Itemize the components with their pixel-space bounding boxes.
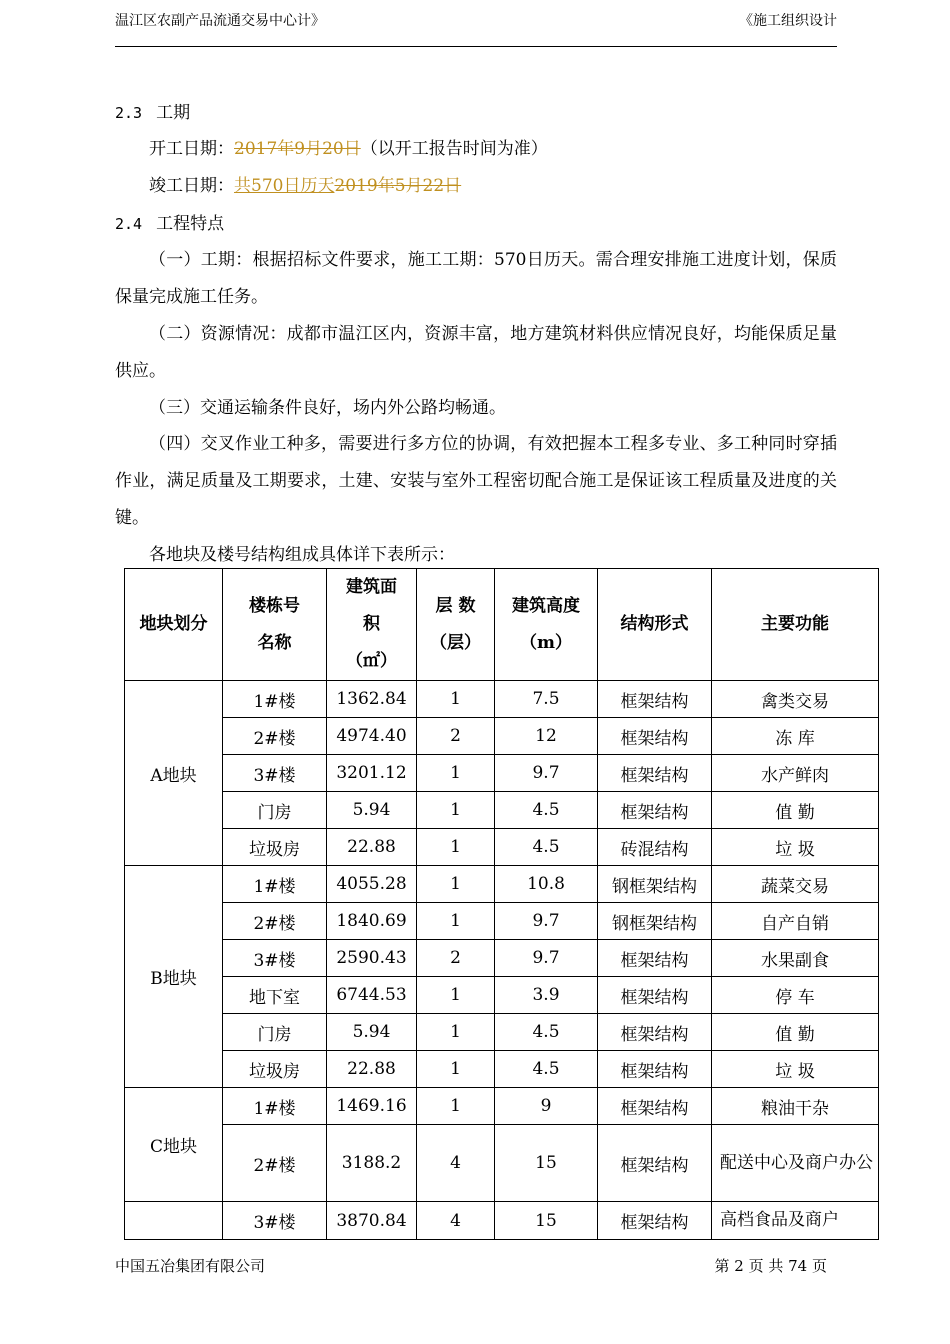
paragraph-2: （二）资源情况：成都市温江区内，资源丰富，地方建筑材料供应情况良好，均能保质足量供应。 [115, 324, 837, 381]
table-cell: 1 [417, 866, 495, 903]
table-cell: 框架结构 [598, 681, 712, 718]
table-cell: 1 [417, 903, 495, 940]
table-cell: 框架结构 [598, 1088, 712, 1125]
table-row [125, 829, 879, 866]
table-cell: 框架结构 [598, 940, 712, 977]
end-date-line [115, 168, 837, 205]
header-height: 建筑高度 （m） [495, 569, 598, 681]
table-cell: 粮油干杂 [712, 1088, 879, 1125]
table-row [125, 940, 879, 977]
header-structure: 结构形式 [598, 569, 712, 681]
table-cell: 禽类交易 [712, 681, 879, 718]
table-header-row [125, 569, 879, 681]
footer-company: 中国五冶集团有限公司 [115, 1257, 266, 1275]
table-cell: 15 [495, 1125, 598, 1202]
table-cell: 6744.53 [327, 977, 417, 1014]
table-cell [125, 1202, 223, 1240]
table-cell: 垃圾房 [223, 829, 327, 866]
table-cell: 水果副食 [712, 940, 879, 977]
start-date-value: 2017年9月20日 [234, 139, 361, 159]
table-cell: 框架结构 [598, 755, 712, 792]
start-date-label: 开工日期： [149, 139, 234, 159]
table-cell: 1362.84 [327, 681, 417, 718]
header-area: 建筑面 积 （㎡） [327, 569, 417, 681]
table-cell: 4.5 [495, 1014, 598, 1051]
table-row [125, 792, 879, 829]
end-date-label: 竣工日期： [149, 176, 234, 196]
table-cell: 自产自销 [712, 903, 879, 940]
table-cell: 15 [495, 1202, 598, 1240]
table-row [125, 1014, 879, 1051]
section-2-3-heading [115, 101, 190, 125]
table-cell: 门房 [223, 1014, 327, 1051]
table-cell: 1 [417, 792, 495, 829]
table-cell: 3201.12 [327, 755, 417, 792]
table-cell: 3188.2 [327, 1125, 417, 1202]
table-cell: 12 [495, 718, 598, 755]
table-cell: 10.8 [495, 866, 598, 903]
footer-page-number: 第 2 页 共 74 页 [714, 1257, 827, 1275]
table-cell: 框架结构 [598, 1014, 712, 1051]
table-cell: 钢框架结构 [598, 866, 712, 903]
table-cell: 2#楼 [223, 903, 327, 940]
table-row [125, 866, 879, 903]
table-row [125, 1202, 879, 1240]
table-cell: 1#楼 [223, 866, 327, 903]
table-intro: 各地块及楼号结构组成具体详下表所示： [149, 545, 455, 565]
table-cell: 1 [417, 829, 495, 866]
table-cell: 4.5 [495, 829, 598, 866]
table-cell: 框架结构 [598, 1202, 712, 1240]
table-cell: 1840.69 [327, 903, 417, 940]
table-cell: 5.94 [327, 1014, 417, 1051]
plot-cell: C地块 [125, 1088, 223, 1202]
section-number: 2.3 [115, 104, 143, 122]
plot-cell: A地块 [125, 681, 223, 866]
table-cell: 4 [417, 1125, 495, 1202]
table-cell: 9 [495, 1088, 598, 1125]
paragraph-4: （四）交叉作业工种多，需要进行多方位的协调，有效把握本工程多专业、多工种同时穿插作业，满足质量及工期要求，土建、安装与室外工程密切配合施工是保证该工程质量及进度的关键。 [115, 434, 837, 528]
start-date-note: （以开工报告时间为准） [360, 139, 548, 159]
table-cell: 4974.40 [327, 718, 417, 755]
table-cell: 框架结构 [598, 1051, 712, 1088]
table-cell: 1 [417, 1014, 495, 1051]
table-cell: 4055.28 [327, 866, 417, 903]
table-cell: 停 车 [712, 977, 879, 1014]
table-cell: 22.88 [327, 1051, 417, 1088]
end-date-value: 2019年5月22日 [334, 176, 462, 196]
table-cell: 1 [417, 1051, 495, 1088]
table-cell: 值 勤 [712, 1014, 879, 1051]
header-right: 《施工组织设计 [739, 13, 837, 29]
table-cell: 水产鲜肉 [712, 755, 879, 792]
table-cell: 9.7 [495, 903, 598, 940]
table-cell: 1#楼 [223, 1088, 327, 1125]
header-left: 温江区农副产品流通交易中心计》 [115, 13, 325, 29]
table-cell: 5.94 [327, 792, 417, 829]
table-cell: 4.5 [495, 792, 598, 829]
table-cell: 4.5 [495, 1051, 598, 1088]
table-row [125, 718, 879, 755]
table-cell: 1 [417, 755, 495, 792]
table-cell: 1 [417, 1088, 495, 1125]
table-cell: 框架结构 [598, 977, 712, 1014]
section-title: 工期 [156, 103, 191, 123]
table-row [125, 681, 879, 718]
section-number: 2.4 [115, 215, 143, 233]
table-cell: 框架结构 [598, 1125, 712, 1202]
table-cell: 7.5 [495, 681, 598, 718]
table-cell: 值 勤 [712, 792, 879, 829]
header-plot: 地块划分 [125, 569, 223, 681]
table-cell: 3#楼 [223, 1202, 327, 1240]
table-cell: 垃圾房 [223, 1051, 327, 1088]
table-cell: 门房 [223, 792, 327, 829]
page-header [115, 10, 837, 47]
table-cell: 1469.16 [327, 1088, 417, 1125]
table-cell: 2#楼 [223, 1125, 327, 1202]
table-cell: 3#楼 [223, 940, 327, 977]
table-row [125, 1051, 879, 1088]
table-cell: 4 [417, 1202, 495, 1240]
table-cell: 9.7 [495, 940, 598, 977]
table-cell: 2590.43 [327, 940, 417, 977]
table-row [125, 977, 879, 1014]
table-cell: 9.7 [495, 755, 598, 792]
table-cell: 框架结构 [598, 792, 712, 829]
start-date-line [115, 131, 837, 168]
table-cell: 22.88 [327, 829, 417, 866]
table-cell: 2 [417, 940, 495, 977]
table-cell: 配送中心及商户办公 [712, 1125, 879, 1202]
table-cell: 1 [417, 977, 495, 1014]
table-cell: 框架结构 [598, 718, 712, 755]
table-cell: 2 [417, 718, 495, 755]
table-cell: 地下室 [223, 977, 327, 1014]
table-cell: 蔬菜交易 [712, 866, 879, 903]
table-row [125, 1088, 879, 1125]
section-2-4-heading [115, 212, 224, 236]
table-row [125, 1125, 879, 1202]
table-cell: 2#楼 [223, 718, 327, 755]
structure-table [124, 568, 879, 1240]
end-date-days: 共570日历天 [234, 176, 335, 196]
table-cell: 钢框架结构 [598, 903, 712, 940]
header-floors: 层 数 （层） [417, 569, 495, 681]
header-function: 主要功能 [712, 569, 879, 681]
table-cell: 高档食品及商户 [712, 1202, 879, 1240]
table-cell: 1 [417, 681, 495, 718]
table-cell: 冻 库 [712, 718, 879, 755]
table-cell: 垃 圾 [712, 829, 879, 866]
paragraph-1: （一）工期：根据招标文件要求，施工工期：570日历天。需合理安排施工进度计划，保质保量完成施工任务。 [115, 250, 837, 307]
table-cell: 1#楼 [223, 681, 327, 718]
plot-cell: B地块 [125, 866, 223, 1088]
section-title: 工程特点 [156, 214, 225, 234]
table-row [125, 755, 879, 792]
table-cell: 3#楼 [223, 755, 327, 792]
table-cell: 3870.84 [327, 1202, 417, 1240]
header-building-name: 楼栋号 名称 [223, 569, 327, 681]
table-cell: 砖混结构 [598, 829, 712, 866]
table-row [125, 903, 879, 940]
table-cell: 垃 圾 [712, 1051, 879, 1088]
table-cell: 3.9 [495, 977, 598, 1014]
paragraph-3: （三）交通运输条件良好，场内外公路均畅通。 [149, 398, 506, 418]
